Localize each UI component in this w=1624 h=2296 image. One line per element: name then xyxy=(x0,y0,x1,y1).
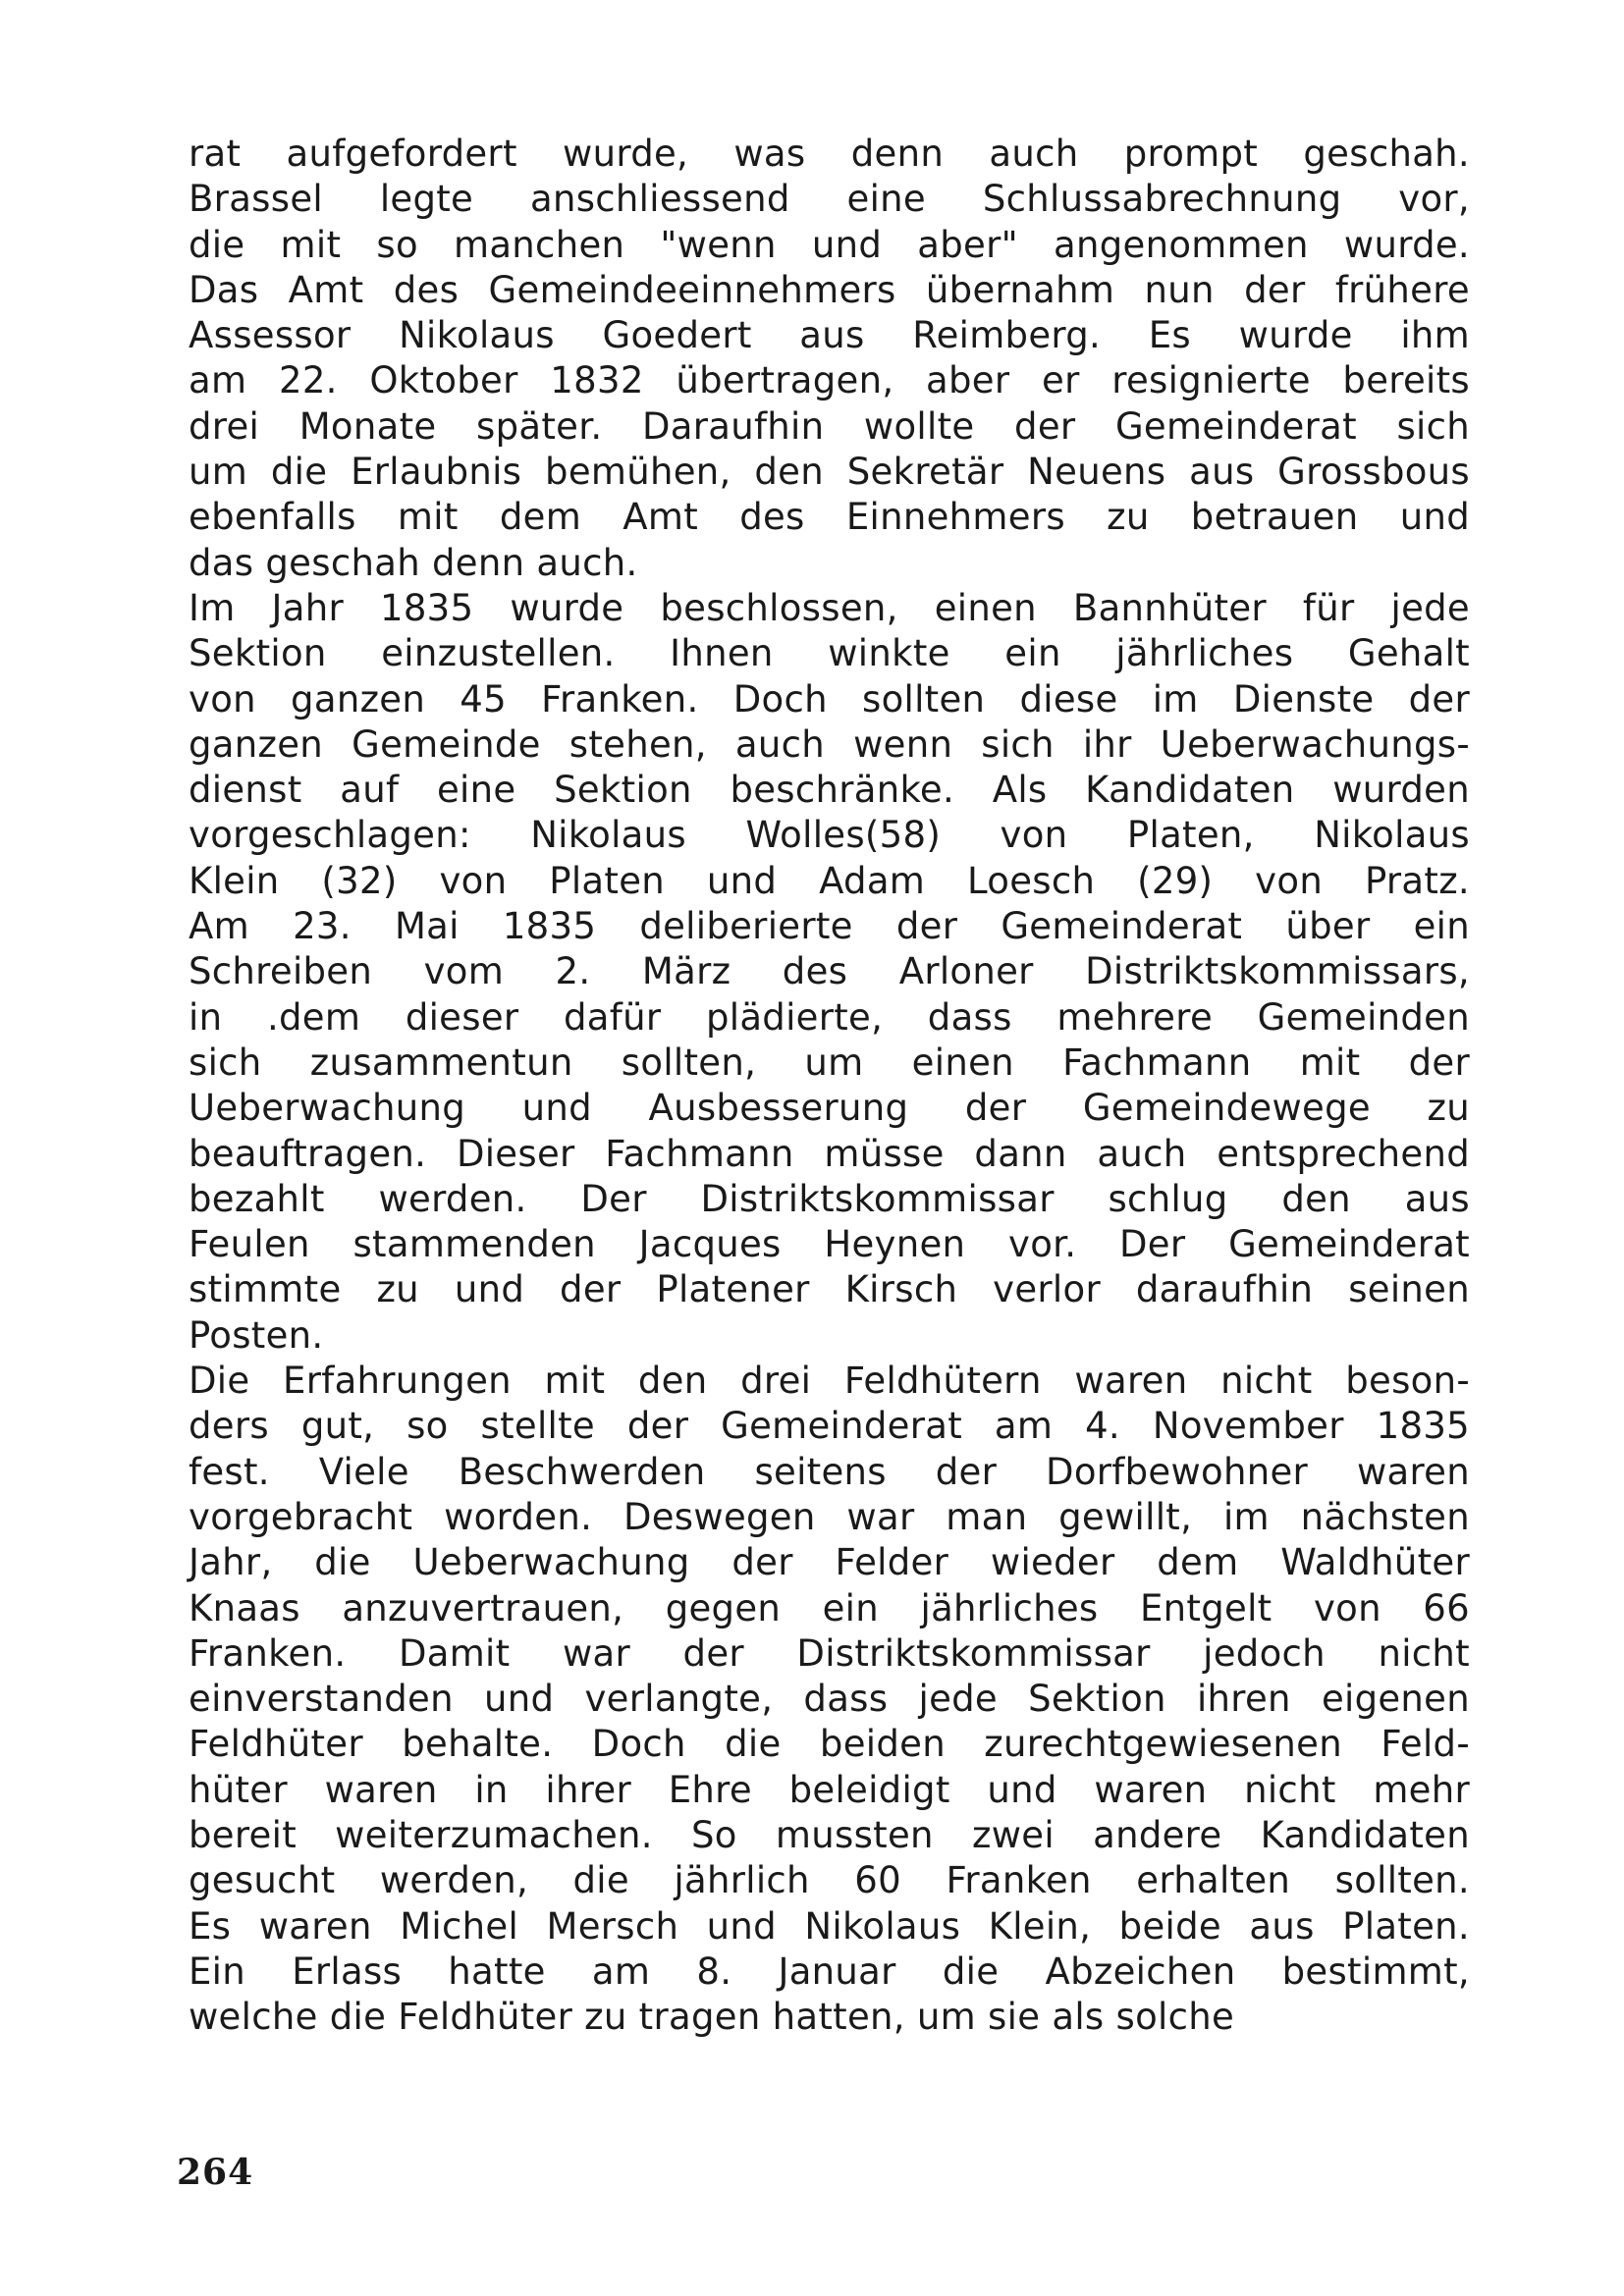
text-line: dienst auf eine Sektion beschränke. Als Kandidaten wurden xyxy=(189,769,1470,812)
text-line: Jahr, die Ueberwachung der Felder wieder dem Waldhüter xyxy=(189,1541,1470,1584)
text-line: bereit weiterzumachen. So mussten zwei andere Kandidaten xyxy=(189,1813,1470,1856)
text-line: Die Erfahrungen mit den drei Feldhütern waren nicht beson- xyxy=(189,1360,1470,1403)
text-line: Assessor Nikolaus Goedert aus Reimberg. Es wurde ihm xyxy=(189,314,1470,357)
text-line: um die Erlaubnis bemühen, den Sekretär Neuens aus Grossbous xyxy=(189,451,1470,494)
text-line: ders gut, so stellte der Gemeinderat am 4. November 1835 xyxy=(189,1405,1470,1448)
text-line: hüter waren in ihrer Ehre beleidigt und waren nicht mehr xyxy=(189,1768,1470,1811)
text-line: beauftragen. Dieser Fachmann müsse dann auch entsprechend xyxy=(189,1132,1470,1175)
text-line: vorgebracht worden. Deswegen war man gewillt, im nächsten xyxy=(189,1495,1470,1538)
text-line: drei Monate später. Daraufhin wollte der Gemeinderat sich xyxy=(189,404,1470,448)
text-line: Das Amt des Gemeindeeinnehmers übernahm nun der frühere xyxy=(189,268,1470,311)
text-line: am 22. Oktober 1832 übertragen, aber er resignierte bereits xyxy=(189,359,1470,402)
text-line: welche die Feldhüter zu tragen hatten, um sie als solche xyxy=(189,1996,1235,2039)
text-line: die mit so manchen "wenn und aber" angenommen wurde. xyxy=(189,223,1470,266)
text-line: Ueberwachung und Ausbesserung der Gemeindewege zu xyxy=(189,1087,1470,1130)
text-line: Franken. Damit war der Distriktskommissar jedoch nicht xyxy=(189,1631,1470,1675)
text-line: ebenfalls mit dem Amt des Einnehmers zu betrauen und xyxy=(189,496,1470,539)
text-line: Brassel legte anschliessend eine Schlussabrechnung vor, xyxy=(189,178,1470,221)
text-line: stimmte zu und der Platener Kirsch verlor daraufhin seinen xyxy=(189,1268,1470,1311)
page-number: 264 xyxy=(177,2152,254,2193)
text-line: vorgeschlagen: Nikolaus Wolles(58) von Platen, Nikolaus xyxy=(189,814,1470,857)
text-line: Ein Erlass hatte am 8. Januar die Abzeichen bestimmt, xyxy=(189,1949,1470,1993)
text-line: von ganzen 45 Franken. Doch sollten diese im Dienste der xyxy=(189,677,1470,721)
text-line: Klein (32) von Platen und Adam Loesch (29) von Pratz. xyxy=(189,859,1470,902)
text-line: in .dem dieser dafür plädierte, dass mehrere Gemeinden xyxy=(189,995,1470,1039)
text-line: Feulen stammenden Jacques Heynen vor. Der Gemeinderat xyxy=(189,1223,1470,1266)
text-line: gesucht werden, die jährlich 60 Franken erhalten sollten. xyxy=(189,1859,1470,1902)
text-line: Feldhüter behalte. Doch die beiden zurechtgewiesenen Feld- xyxy=(189,1723,1470,1766)
body-text xyxy=(189,132,1470,2040)
text-line: Knaas anzuvertrauen, gegen ein jährliches Entgelt von 66 xyxy=(189,1586,1470,1629)
text-line: ganzen Gemeinde stehen, auch wenn sich ihr Ueberwachungs- xyxy=(189,722,1470,766)
text-line: rat aufgefordert wurde, was denn auch prompt geschah. xyxy=(189,133,1470,175)
text-line: Posten. xyxy=(189,1313,324,1357)
text-line: einverstanden und verlangte, dass jede Sektion ihren eigenen xyxy=(189,1678,1470,1721)
text-line: Sektion einzustellen. Ihnen winkte ein jährliches Gehalt xyxy=(189,632,1470,675)
text-line: bezahlt werden. Der Distriktskommissar schlug den aus xyxy=(189,1177,1470,1220)
text-line: sich zusammentun sollten, um einen Fachmann mit der xyxy=(189,1041,1470,1084)
text-line: Schreiben vom 2. März des Arloner Distriktskommissars, xyxy=(189,950,1470,993)
text-line: das geschah denn auch. xyxy=(189,541,638,584)
text-line: Am 23. Mai 1835 deliberierte der Gemeinderat über ein xyxy=(189,905,1470,948)
text-line: Es waren Michel Mersch und Nikolaus Klein, beide aus Platen. xyxy=(189,1904,1470,1948)
text-line: fest. Viele Beschwerden seitens der Dorfbewohner waren xyxy=(189,1450,1470,1493)
text-line: Im Jahr 1835 wurde beschlossen, einen Bannhüter für jede xyxy=(189,586,1470,629)
